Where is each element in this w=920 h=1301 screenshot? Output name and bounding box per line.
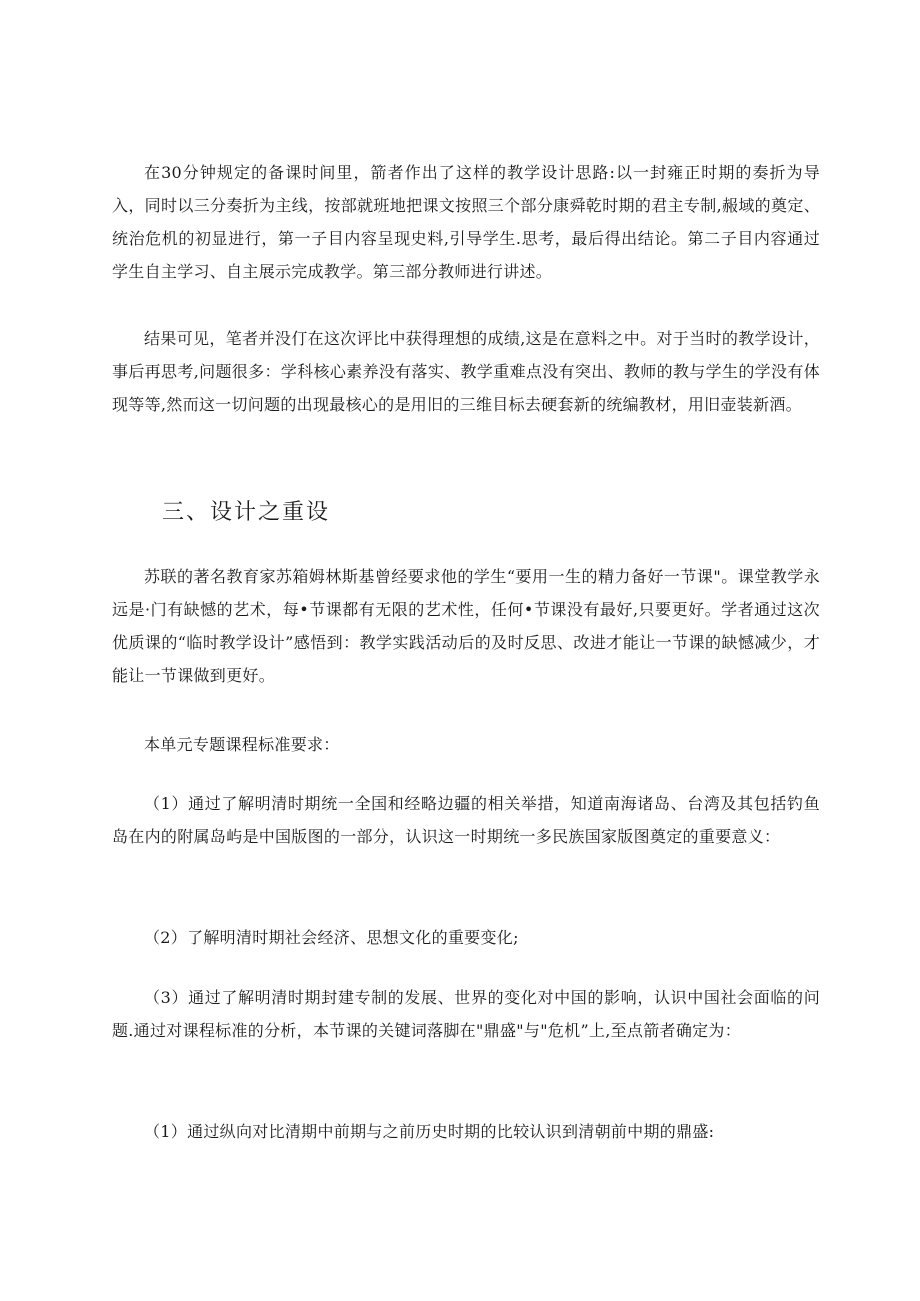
list-item-standard-3: （3）通过了解明清时期封建专制的发展、世界的变化对中国的影响，认识中国社会面临的问题.通过对课程标准的分析，本节课的关键词落脚在"鼎盛"与"危机”上,至点箭者确定为： — [112, 988, 820, 1040]
list-item-objective-1: （1）通过纵向对比清期中前期与之前历史时期的比较认识到清朝前中期的鼎盛: — [144, 1122, 715, 1141]
section-heading-redesign: 三、设计之重设 — [162, 500, 331, 525]
paragraph-curriculum-standard-intro: 本单元专题课程标准要求： — [144, 735, 340, 754]
paragraph-result-reflection: 结果可见，笔者并没仃在这次评比中获得理想的成绩,这是在意料之中。对于当时的教学设计，事后再思考,问题很多：学科核心素养没有落实、教学重难点没有突出、教师的教与学生的学没有体现等等,然而这一切问题的出现最核心的是用旧的三维目标去硬套新的统编教材，用旧壶装新酒。 — [112, 329, 820, 414]
paragraph-educator-quote: 苏联的著名教育家苏箱姆林斯基曾经要求他的学生“要用一生的精力备好一节课"。课堂教学永远是·门有缺憾的艺术，每•节课都有无限的艺术性，任何•节课没有最好,只要更好。学者通过这次优质课的“临时教学设计”感悟到：教学实践活动后的及时反思、改进才能让一节课的缺憾减少，才能让一节课做到更好。 — [112, 567, 820, 685]
list-item-standard-1: （1）通过了解明清时期统一全国和经略边疆的相关举措，知道南海诸岛、台湾及其包括钓鱼岛在内的附属岛屿是中国版图的一部分，认识这一时期统一多民族国家版图奠定的重要意义： — [112, 794, 820, 846]
paragraph-teaching-design-approach: 在30分钟规定的备课时间里，箭者作出了这样的教学设计思路:以一封雍正时期的奏折为导入，同时以三分奏折为主线，按部就班地把课文按照三个部分康舜乾时期的君主专制,赧域的奠定、统治危机的初显进行，第一子目内容呈现史料,引导学生.思考，最后得出结论。第二子目内容通过学生自主学习、自主展示完成教学。第三部分教师进行讲述。 — [112, 163, 820, 281]
list-item-standard-2: （2）了解明清时期社会经济、思想文化的重要变化; — [144, 928, 519, 947]
